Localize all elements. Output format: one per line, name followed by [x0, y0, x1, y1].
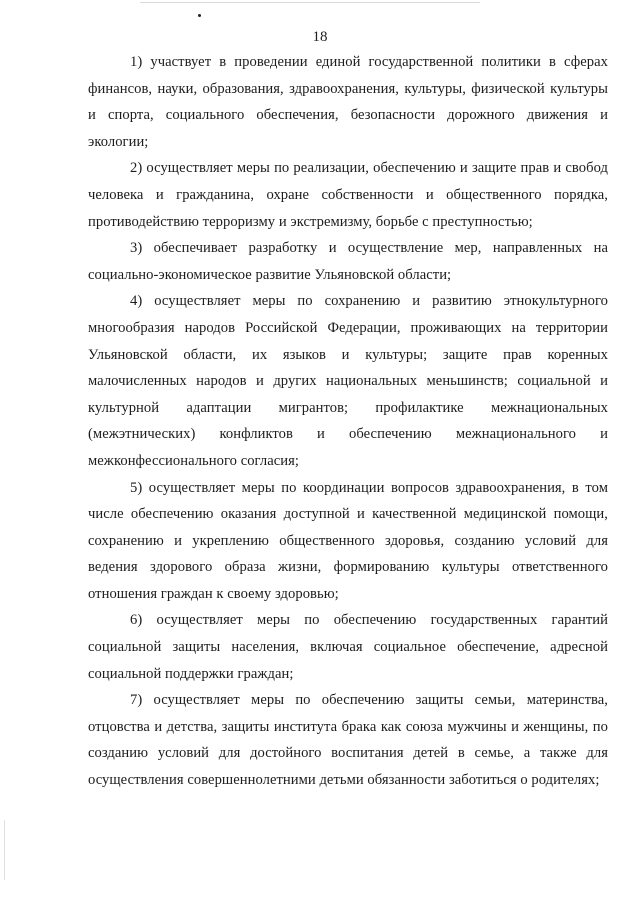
- scan-artifact-top: [140, 2, 480, 3]
- paragraph-5: 5) осуществляет меры по координации вопросов здравоохранения, в том числе обеспечению оказания доступной и качественной медицинской помощи, сохранению и укреплению общественного здоровья, созданию условий для ведения здорового образа жизни, формированию культуры ответственного отношения граждан к своему здоровью;: [88, 479, 608, 602]
- paragraph-7: 7) осуществляет меры по обеспечению защиты семьи, материнства, отцовства и детства, защиты института брака как союза мужчины и женщины, по созданию условий для достойного воспитания детей в семье, а также для осуществления совершеннолетними детьми обязанности заботиться о родителях;: [88, 692, 608, 789]
- paragraph-6: 6) осуществляет меры по обеспечению государственных гарантий социальной защиты населения, включая социальное обеспечение, адресной социальной поддержки граждан;: [88, 612, 608, 682]
- scan-dot: [198, 14, 201, 17]
- paragraph-1: 1) участвует в проведении единой государственной политики в сферах финансов, науки, образования, здравоохранения, культуры, физической культуры и спорта, социального обеспечения, безопасности дорожного движения и экологии;: [88, 54, 608, 150]
- paragraph-2: 2) осуществляет меры по реализации, обеспечению и защите прав и свобод человека и гражданина, охране собственности и общественного порядка, противодействию терроризму и экстремизму, борьбе с преступностью;: [88, 160, 608, 230]
- paragraph-3: 3) обеспечивает разработку и осуществление мер, направленных на социально-экономическое развитие Ульяновской области;: [88, 240, 608, 283]
- document-body: [88, 49, 608, 794]
- paragraph-4: 4) осуществляет меры по сохранению и развитию этнокультурного многообразия народов Российской Федерации, проживающих на территории Ульяновской области, их языков и культуры; защите прав коренных малочисленных народов и других национальных меньшинств; социальной и культурной адаптации мигрантов; профилактике межнациональных (межэтнических) конфликтов и обеспечению межнационального и межконфессионального согласия;: [88, 293, 608, 469]
- page-number: 18: [312, 29, 328, 45]
- scan-artifact-left: [4, 820, 5, 880]
